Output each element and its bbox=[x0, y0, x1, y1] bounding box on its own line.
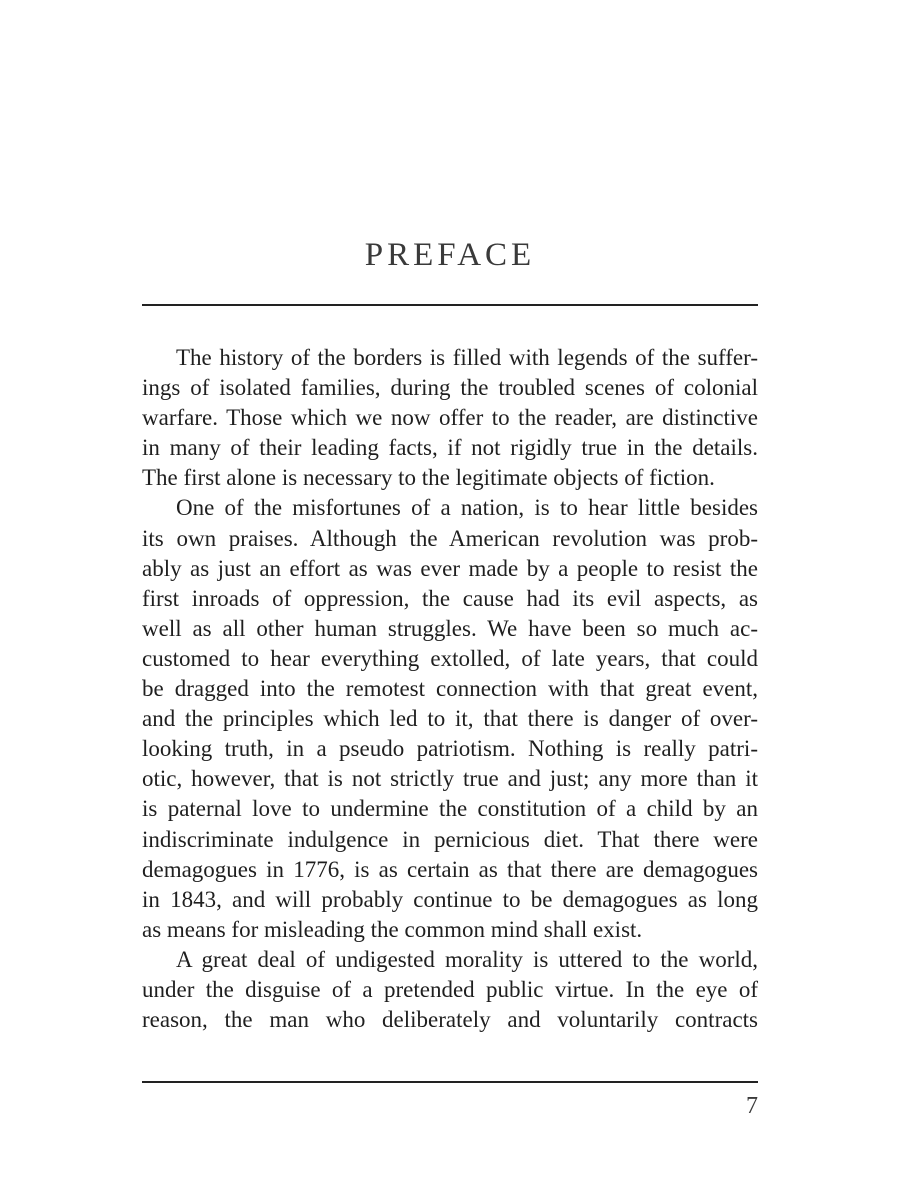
preface-body bbox=[142, 343, 758, 1035]
text-line: A great deal of undigested morality is uttered to the world, bbox=[176, 946, 758, 972]
text-line: The history of the borders is filled with legends of the suffer- bbox=[176, 345, 758, 370]
text-line: ably as just an effort as was ever made by a people to resist the bbox=[142, 555, 758, 581]
bottom-rule bbox=[142, 1081, 758, 1083]
text-line: first inroads of oppression, the cause had its evil aspects, as bbox=[142, 585, 758, 611]
text-line: reason, the man who deliberately and voluntarily contracts bbox=[142, 1007, 758, 1033]
text-line: warfare. Those which we now offer to the reader, are distinctive bbox=[142, 405, 758, 431]
text-line: customed to hear everything extolled, of late years, that could bbox=[142, 645, 758, 671]
text-line: under the disguise of a pretended public virtue. In the eye of bbox=[142, 976, 758, 1002]
text-line: One of the misfortunes of a nation, is to hear little besides bbox=[176, 495, 758, 521]
text-line: in 1843, and will probably continue to be demagogues as long bbox=[142, 886, 758, 912]
page-title: PREFACE bbox=[364, 237, 536, 273]
text-line: its own praises. Although the American revolution was prob- bbox=[142, 525, 758, 551]
text-line: The first alone is necessary to the legitimate objects of fiction. bbox=[142, 465, 715, 491]
text-line: otic, however, that is not strictly true and just; any more than it bbox=[142, 766, 758, 792]
text-line: looking truth, in a pseudo patriotism. Nothing is really patri- bbox=[142, 736, 758, 762]
text-line: is paternal love to undermine the constitution of a child by an bbox=[142, 796, 758, 822]
text-line: indiscriminate indulgence in pernicious diet. That there were bbox=[142, 826, 758, 852]
text-line: ings of isolated families, during the troubled scenes of colonial bbox=[142, 375, 758, 401]
page-number: 7 bbox=[746, 1093, 758, 1119]
text-line: in many of their leading facts, if not rigidly true in the details. bbox=[142, 435, 758, 461]
text-line: and the principles which led to it, that there is danger of over- bbox=[142, 706, 758, 732]
top-rule bbox=[142, 304, 758, 306]
text-line: be dragged into the remotest connection with that great event, bbox=[142, 676, 758, 702]
text-line: well as all other human struggles. We have been so much ac- bbox=[142, 615, 758, 641]
text-line: demagogues in 1776, is as certain as that there are demagogues bbox=[142, 856, 758, 882]
text-line: as means for misleading the common mind shall exist. bbox=[142, 916, 643, 942]
